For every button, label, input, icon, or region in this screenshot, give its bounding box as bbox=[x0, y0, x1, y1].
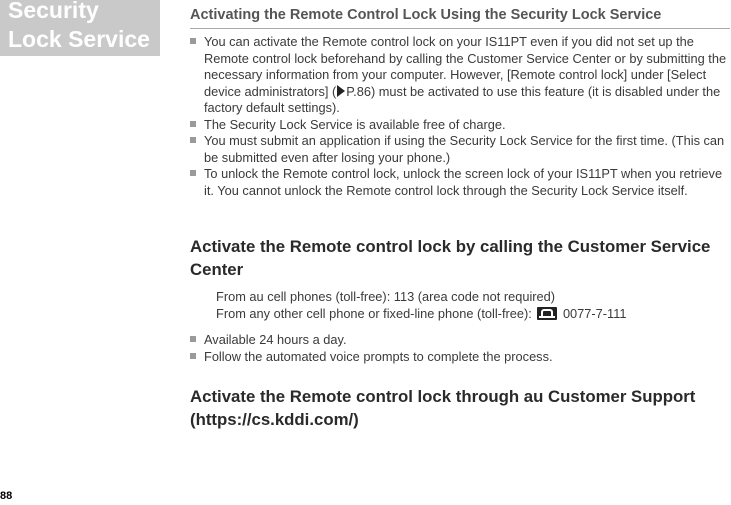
au-phone-line: From au cell phones (toll-free): 113 (area code not required) bbox=[216, 289, 556, 304]
page-number: 88 bbox=[0, 490, 13, 502]
other-phone-line: From any other cell phone or fixed-line phone (toll-free): 0077-7-111 bbox=[216, 305, 627, 321]
intro-bullet-list bbox=[190, 34, 730, 199]
call-bullet-list bbox=[190, 332, 730, 365]
list-item: You can activate the Remote control lock on your IS11PT even if you did not set up the Remote control lock beforehand by calling the Customer Service Center or by submitting the necessary information from your computer. However, [Remote control lock] under [Select device administrators] ( P.86) must be activated to use this feature (it is disabled under the factory default settings). bbox=[190, 34, 730, 117]
chapter-tab bbox=[0, 0, 160, 56]
phone-numbers bbox=[216, 289, 627, 322]
list-item: The Security Lock Service is available free of charge. bbox=[190, 117, 730, 134]
bullet-square-icon bbox=[190, 121, 196, 127]
list-item: You must submit an application if using the Security Lock Service for the first time. (This can be submitted even after losing your phone.) bbox=[190, 133, 730, 166]
chapter-title: Security Lock Service bbox=[8, 0, 150, 52]
bullet-square-icon bbox=[190, 336, 196, 342]
bullet-square-icon bbox=[190, 353, 196, 359]
section-heading: Activating the Remote Control Lock Using the Security Lock Service bbox=[190, 7, 730, 29]
bullet-square-icon bbox=[190, 170, 196, 176]
bullet-square-icon bbox=[190, 38, 196, 44]
list-item: Available 24 hours a day. bbox=[190, 332, 730, 349]
call-center-heading: Activate the Remote control lock by calling the Customer Service Center bbox=[190, 237, 711, 279]
list-item: Follow the automated voice prompts to complete the process. bbox=[190, 349, 730, 366]
bullet-square-icon bbox=[190, 137, 196, 143]
free-dial-icon bbox=[537, 307, 557, 320]
list-item: To unlock the Remote control lock, unlock the screen lock of your IS11PT when you retrieve it. You cannot unlock the Remote control lock through the Security Lock Service itself. bbox=[190, 166, 730, 199]
customer-support-heading: Activate the Remote control lock through au Customer Support (https://cs.kddi.com/) bbox=[190, 387, 696, 429]
page-reference-arrow-icon bbox=[337, 85, 345, 97]
